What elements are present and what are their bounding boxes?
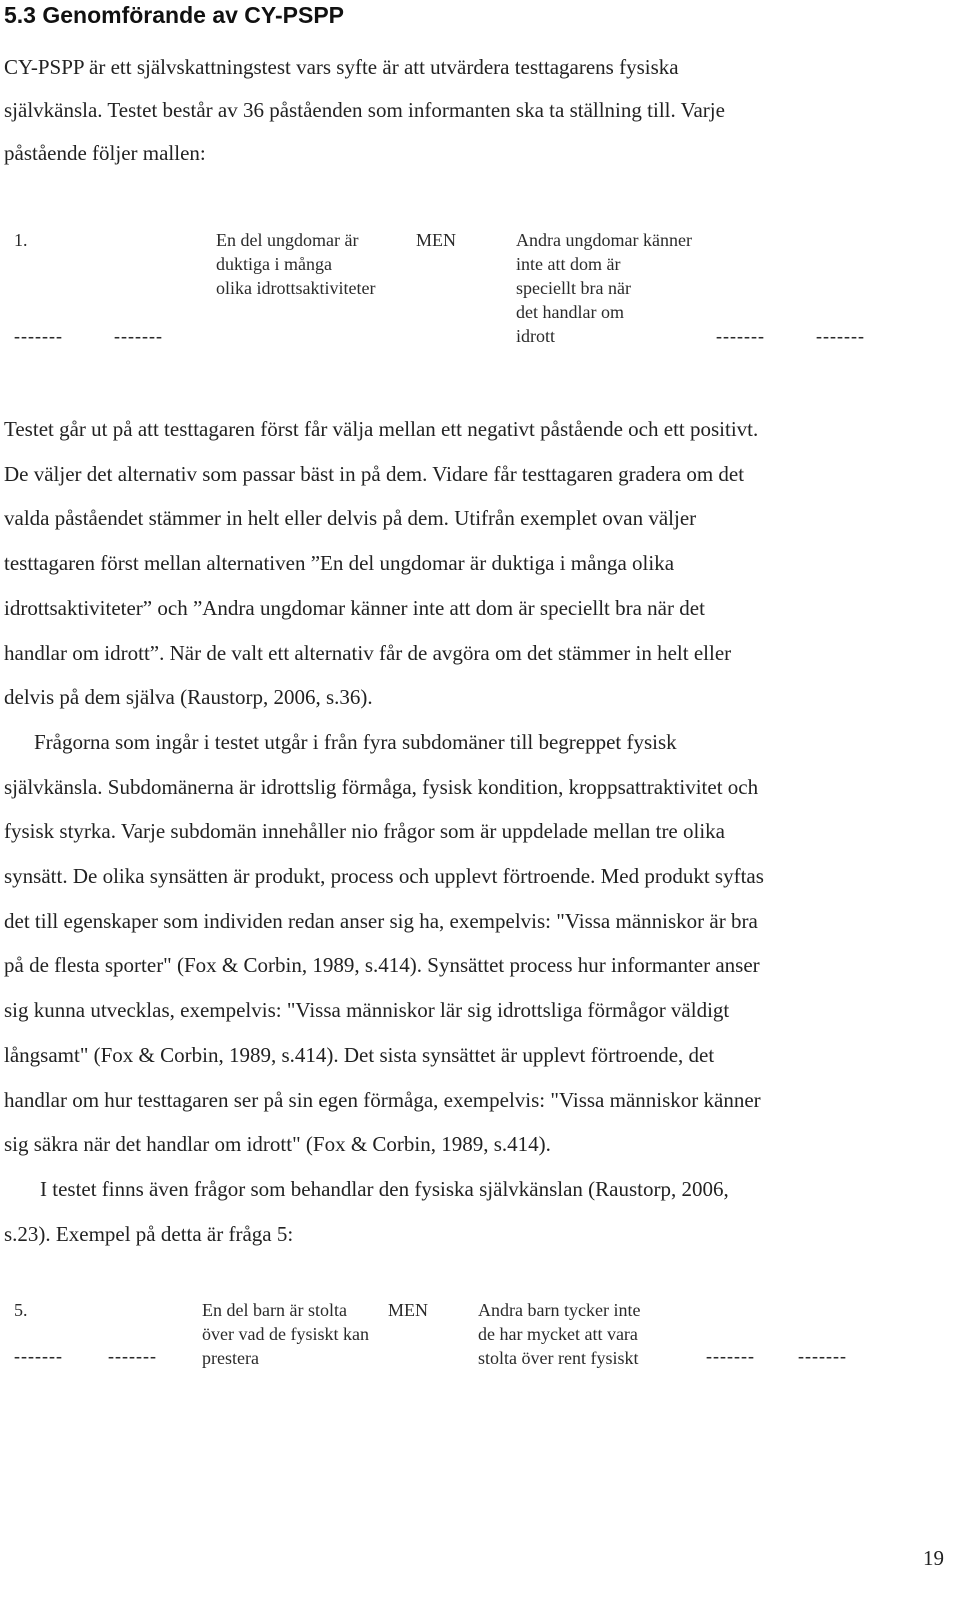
text-segment: Utifrån exemplet ovan väljer <box>454 506 697 531</box>
text-line: synsätt. De olika synsätten är produkt, process och upplevt förtroende. Med produkt syftas <box>4 864 764 889</box>
text-line: fysisk styrka. Varje subdomän innehåller nio frågor som är uppdelade mellan tre olika <box>4 819 725 844</box>
answer-box-3: ------- <box>706 1346 755 1366</box>
text-segment: Vidare får testtagaren gradera om det <box>432 461 745 486</box>
text-line <box>4 496 944 541</box>
negative-statement: En del barn är stolta över vad de fysiskt kan prestera <box>202 1300 369 1368</box>
answer-box-2: ------- <box>114 326 163 346</box>
men-connector: MEN <box>388 1300 428 1320</box>
text-line: långsamt" (Fox & Corbin, 1989, s.414). Det sista synsättet är upplevt förtroende, det <box>4 1042 715 1067</box>
men-connector: MEN <box>416 230 456 250</box>
answer-box-1: ------- <box>14 326 63 346</box>
section-heading: 5.3 Genomförande av CY-PSPP <box>4 2 345 28</box>
text-line: testtagaren först mellan alternativen ”En del ungdomar är duktiga i många olika <box>4 551 675 576</box>
answer-box-2: ------- <box>108 1346 157 1366</box>
negative-statement: En del ungdomar är duktiga i många olika idrottsaktiviteter <box>216 230 376 298</box>
answer-box-4: ------- <box>798 1346 847 1366</box>
example-item-1 <box>0 228 960 358</box>
answer-box-4: ------- <box>816 326 865 346</box>
text-segment: valda påståendet stämmer in helt eller delvis på dem. <box>4 506 449 531</box>
text-line: idrottsaktiviteter” och ”Andra ungdomar känner inte att dom är speciellt bra när det <box>4 595 705 620</box>
text-line: på de flesta sporter" (Fox & Corbin, 1989, s.414). Synsättet process hur informanter anser <box>4 953 760 978</box>
body-text <box>4 407 944 1256</box>
intro-paragraph <box>4 46 944 175</box>
example-item-5 <box>0 1298 960 1378</box>
page-number: 19 <box>923 1546 944 1570</box>
text-line: I testet finns även frågor som behandlar den fysiska självkänslan (Raustorp, 2006, <box>40 1176 729 1201</box>
text-line: handlar om idrott”. När de valt ett alternativ får de avgöra om det stämmer in helt eller <box>4 640 732 665</box>
intro-line: CY-PSPP är ett självskattningstest vars syfte är att utvärdera testtagarens fysiska <box>4 55 679 79</box>
text-line: Frågorna som ingår i testet utgår i från fyra subdomäner till begreppet fysisk <box>34 729 677 754</box>
text-segment: De väljer det alternativ som passar bäst in på dem. <box>4 461 428 486</box>
text-line: sig kunna utvecklas, exempelvis: "Vissa människor lär sig idrottsliga förmågor väldigt <box>4 998 730 1023</box>
item-number: 1. <box>14 230 28 250</box>
text-line: det till egenskaper som individen redan anser sig ha, exempelvis: "Vissa människor är bra <box>4 908 758 933</box>
text-line <box>4 452 944 497</box>
positive-statement: Andra ungdomar känner inte att dom är speciellt bra när det handlar om idrott <box>516 230 692 346</box>
answer-box-3: ------- <box>716 326 765 346</box>
text-line: s.23). Exempel på detta är fråga 5: <box>4 1221 294 1246</box>
text-line: handlar om hur testtagaren ser på sin egen förmåga, exempelvis: "Vissa människor känner <box>4 1087 761 1112</box>
text-line: självkänsla. Subdomänerna är idrottslig förmåga, fysisk kondition, kroppsattraktivitet och <box>4 774 759 799</box>
text-line: sig säkra när det handlar om idrott" (Fox & Corbin, 1989, s.414). <box>4 1132 551 1157</box>
text-line: delvis på dem själva (Raustorp, 2006, s.36). <box>4 685 373 710</box>
intro-line: självkänsla. Testet består av 36 påståenden som informanten ska ta ställning till. Varje <box>4 98 725 122</box>
answer-box-1: ------- <box>14 1346 63 1366</box>
positive-statement: Andra barn tycker inte de har mycket att vara stolta över rent fysiskt <box>478 1300 641 1368</box>
item-number: 5. <box>14 1300 28 1320</box>
text-line: Testet går ut på att testtagaren först får välja mellan ett negativt påstående och ett positivt. <box>4 417 759 441</box>
intro-line: påstående följer mallen: <box>4 141 206 165</box>
